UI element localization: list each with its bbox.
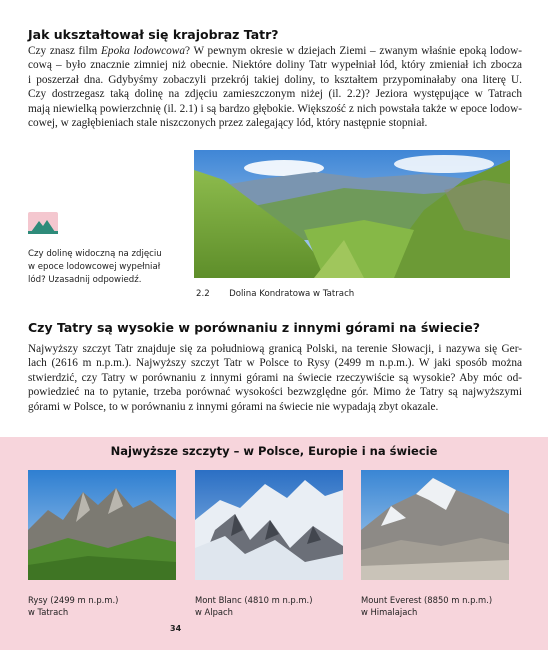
peaks-title: Najwyższe szczyty – w Polsce, Europie i na świecie — [110, 444, 438, 458]
figure-number: 2.2 — [196, 289, 210, 299]
text-line: lach (2616 m n.p.m.). Najwyższy szczyt Tatr w Polsce to Rysy (2499 m n.p.m.). W jaki sposób można — [28, 357, 522, 370]
text-line: powiedzieć na to pytanie, trzeba porównać wysokości bezwzględne gór. Mimo że Tatry są najwyższymi — [28, 386, 522, 399]
everest-photo — [361, 470, 509, 580]
figure-caption-text: Dolina Kondratowa w Tatrach — [229, 289, 355, 299]
film-title: Epoka lodowcowa — [101, 45, 185, 57]
question-box — [28, 248, 178, 287]
peak-caption-everest — [361, 594, 492, 618]
peak-range: w Alpach — [195, 607, 233, 617]
text-line: cową – było znacznie zimniej niż obecnie. Niektóre doliny Tatr wypełniał lód, który zmieniał ich zbocza — [28, 59, 522, 72]
section-heading-height: Czy Tatry są wysokie w porównaniu z innymi górami na świecie? — [28, 320, 480, 335]
question-line: w epoce lodowcowej wypełniał — [28, 262, 161, 272]
peak-caption-rysy — [28, 594, 118, 618]
page-number: 34 — [170, 624, 182, 633]
valley-photo — [194, 150, 510, 278]
paragraph-landscape — [28, 44, 522, 130]
peak-range: w Himalajach — [361, 607, 418, 617]
mountain-icon — [28, 212, 58, 234]
text-line: górami w Polsce, to w porównaniu z innymi górami na świecie nie wypadają zbyt okazale. — [28, 400, 439, 413]
rysy-photo — [28, 470, 176, 580]
text-line: stwierdzić, czy Tatry w porównaniu z innymi górami na świecie rzeczywiście są wysokie? Aby móc od- — [28, 371, 522, 384]
text-line: cowej, w zagłębieniach stale niszczonych przez zalegający lód, który następnie stopniał. — [28, 117, 428, 130]
question-line: Czy dolinę widoczną na zdjęciu — [28, 249, 162, 259]
peak-name: Mont Blanc (4810 m n.p.m.) — [195, 595, 313, 605]
peak-range: w Tatrach — [28, 607, 69, 617]
section-heading-landscape: Jak ukształtował się krajobraz Tatr? — [28, 27, 279, 42]
text-line: mają niewielką powierzchnię (il. 2.1) i są bardzo głębokie. Większość z nich powstała także w epoce lodow- — [28, 102, 522, 115]
question-line: lód? Uzasadnij odpowiedź. — [28, 275, 142, 285]
peak-name: Rysy (2499 m n.p.m.) — [28, 595, 119, 605]
mont-blanc-photo — [195, 470, 343, 580]
text-line: i poszerzał dna. Gdybyśmy zobaczyli przekrój takiej doliny, to kształtem przypominałaby ona literę U. — [28, 73, 522, 86]
peak-name: Mount Everest (8850 m n.p.m.) — [361, 595, 493, 605]
text-line: Najwyższy szczyt Tatr znajduje się za południową granicą Polski, na terenie Słowacji, i nazywa się Ger- — [28, 343, 522, 355]
paragraph-height — [28, 342, 522, 414]
text-line: Czy dostrzegasz taką dolinę na zdjęciu zamieszczonym niżej (il. 2.2)? Jeziora występujące w Tatrach — [28, 88, 522, 101]
peak-caption-mont-blanc — [195, 594, 312, 618]
figure-caption — [196, 289, 354, 299]
text-line: Czy znasz film Epoka lodowcowa? W pewnym okresie w dziejach Ziemi – zwanym właśnie epoką lodow- — [28, 45, 522, 57]
